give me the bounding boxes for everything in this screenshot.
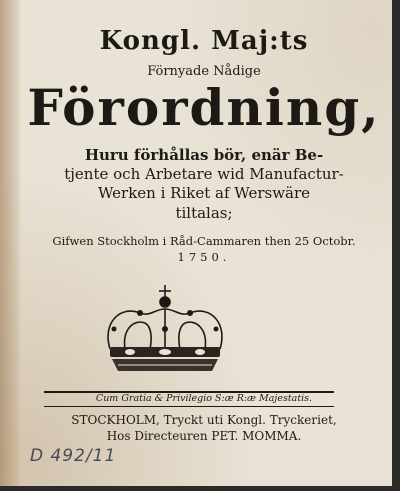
title-line-1: Kongl. Maj:ts <box>99 26 309 56</box>
subtitle-line-2: tjente och Arbetare wid Manufactur- <box>64 165 344 183</box>
subtitle-line-3: Werken i Riket af Werswäre <box>97 184 311 202</box>
page-fold-shadow <box>0 0 20 486</box>
rule-bottom <box>44 406 334 407</box>
privilege-text: Cum Gratia & Privilegio S:æ R:æ Majestatis. <box>95 393 313 404</box>
subtitle-line-1: Huru förhållas bör, enär Be- <box>84 146 324 164</box>
handwritten-shelfmark: D 492/11 <box>30 446 117 466</box>
imprint-line-2: Hos Directeuren PET. MOMMA. <box>106 429 302 443</box>
title-main: Förordning, <box>27 78 381 137</box>
title-line-2: Förnyade Nådige <box>147 64 261 79</box>
subtitle-line-4: tiltalas; <box>175 204 233 222</box>
royal-crown-icon <box>100 283 230 377</box>
imprint-line-1: STOCKHOLM, Tryckt uti Kongl. Tryckeriet, <box>71 413 337 427</box>
issue-year: 1750. <box>177 250 231 264</box>
issue-given: Gifwen Stockholm i Råd-Cammaren then 25 Octobr. <box>52 234 356 248</box>
